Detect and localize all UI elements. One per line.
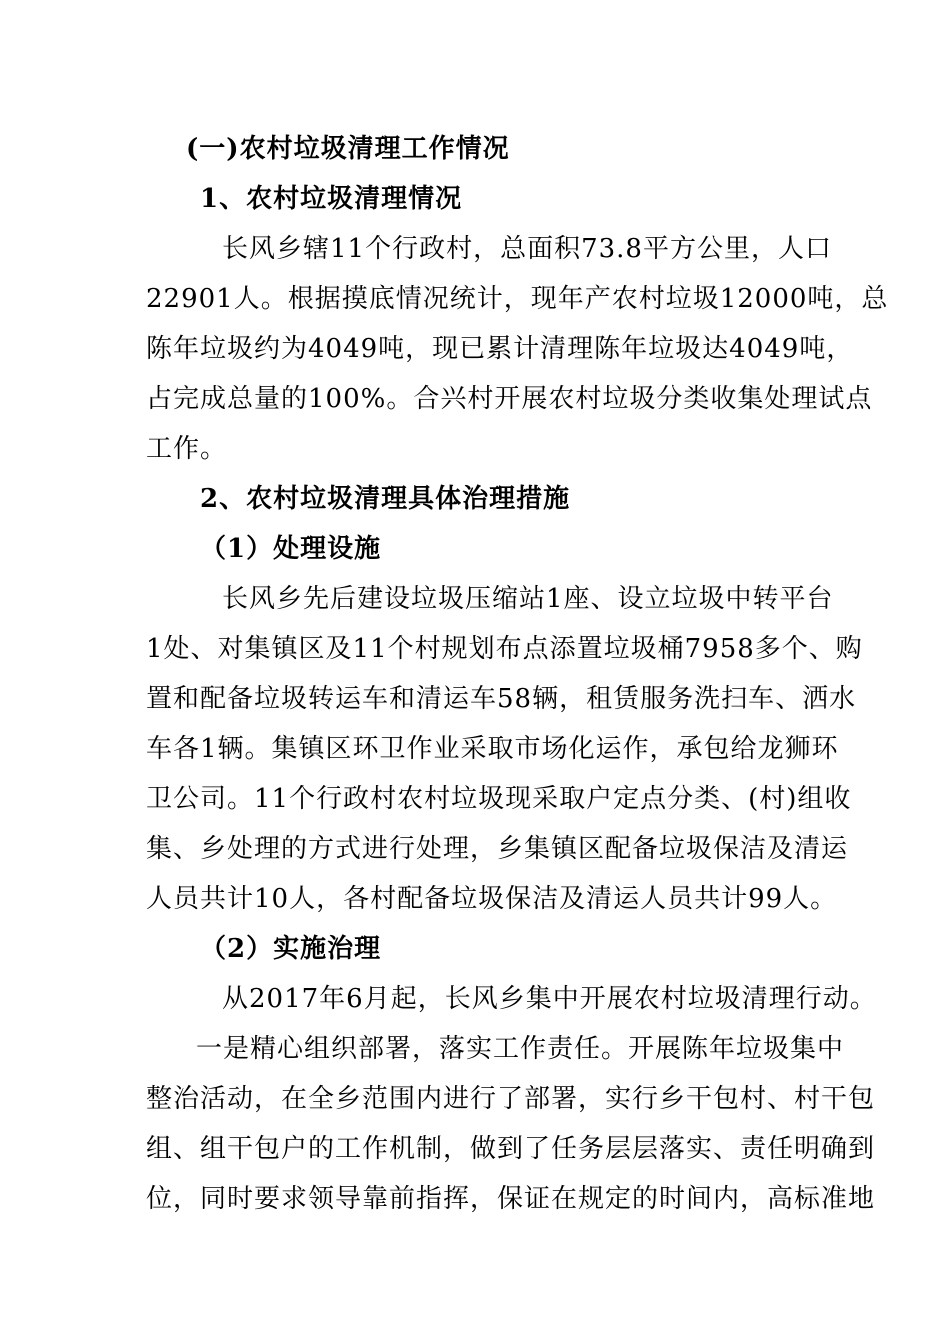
paragraph-line: 集、乡处理的方式进行处理，乡集镇区配备垃圾保洁及清运: [146, 834, 849, 864]
paragraph-line: 人员共计10人，各村配备垃圾保洁及清运人员共计99人。: [146, 884, 838, 914]
paragraph-line: 整治活动，在全乡范围内进行了部署，实行乡干包村、村干包: [146, 1084, 876, 1114]
paragraph-line: 卫公司。11个行政村农村垃圾现采取户定点分类、(村)组收: [146, 784, 852, 814]
paragraph-line: 置和配备垃圾转运车和清运车58辆，租赁服务洗扫车、洒水: [146, 684, 857, 714]
paragraph-line: 组、组干包户的工作机制，做到了任务层层落实、责任明确到: [146, 1134, 876, 1164]
subsection-heading: 1、农村垃圾清理情况: [200, 184, 463, 214]
paragraph-line: 从2017年6月起，长风乡集中开展农村垃圾清理行动。: [222, 984, 877, 1014]
paragraph-line: 长风乡辖11个行政村，总面积73.8平方公里，人口: [222, 234, 832, 264]
paragraph-line: 车各1辆。集镇区环卫作业采取市场化运作，承包给龙狮环: [146, 734, 839, 764]
paragraph-line: 陈年垃圾约为4049吨，现已累计清理陈年垃圾达4049吨，: [146, 334, 854, 364]
subsection-heading: （1）处理设施: [200, 534, 382, 564]
paragraph-line: 工作。: [146, 434, 228, 464]
paragraph-line: 占完成总量的100%。合兴村开展农村垃圾分类收集处理试点: [146, 384, 873, 414]
paragraph-line: 长风乡先后建设垃圾压缩站1座、设立垃圾中转平台: [222, 584, 834, 614]
subsection-heading: （2）实施治理: [200, 934, 382, 964]
paragraph-line: 22901人。根据摸底情况统计，现年产农村垃圾12000吨，总: [146, 284, 889, 314]
subsection-heading: 2、农村垃圾清理具体治理措施: [200, 484, 571, 514]
section-heading: (一)农村垃圾清理工作情况: [186, 134, 510, 164]
paragraph-line: 1处、对集镇区及11个村规划布点添置垃圾桶7958多个、购: [146, 634, 863, 664]
paragraph-line: 位，同时要求领导靠前指挥，保证在规定的时间内，高标准地: [146, 1184, 876, 1214]
paragraph-line: 一是精心组织部署，落实工作责任。开展陈年垃圾集中: [196, 1034, 845, 1064]
